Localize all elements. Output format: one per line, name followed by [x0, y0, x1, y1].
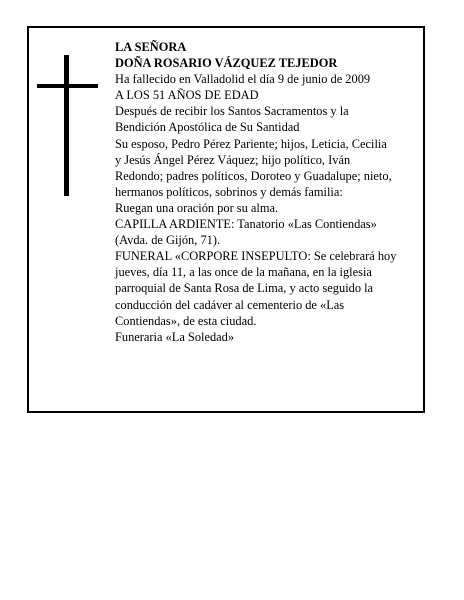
obituary-text: [115, 39, 431, 345]
obituary-line: LA SEÑORA: [115, 40, 187, 54]
obituary-line: jueves, día 11, a las once de la mañana, en la iglesia: [115, 265, 372, 280]
cross-horizontal-bar: [37, 84, 98, 88]
obituary-line: CAPILLA ARDIENTE: Tanatorio «Las Contiendas»: [115, 217, 377, 232]
obituary-line: (Avda. de Gijón, 71).: [115, 233, 221, 248]
obituary-line: Redondo; padres políticos, Doroteo y Guadalupe; nieto,: [115, 168, 392, 183]
obituary-line: Contiendas», de esta ciudad.: [115, 313, 257, 328]
obituary-line: conducción del cadáver al cementerio de «Las: [115, 297, 345, 312]
obituary-line: y Jesús Ángel Pérez Váquez; hijo político, Iván: [115, 152, 351, 167]
obituary-line: FUNERAL «CORPORE INSEPULTO: Se celebrará hoy: [115, 249, 397, 264]
obituary-line: Ruegan una oración por su alma.: [115, 200, 279, 215]
obituary-line: Bendición Apostólica de Su Santidad: [115, 120, 300, 135]
obituary-line: Ha fallecido en Valladolid el día 9 de junio de 2009: [115, 72, 371, 87]
cross-vertical-bar: [64, 55, 69, 196]
obituary-line: hermanos políticos, sobrinos y demás familia:: [115, 184, 343, 199]
obituary-line: A LOS 51 AÑOS DE EDAD: [115, 88, 259, 103]
obituary-line: Funeraria «La Soledad»: [115, 329, 235, 344]
obituary-line: Después de recibir los Santos Sacramentos y la: [115, 104, 349, 119]
obituary-line: parroquial de Santa Rosa de Lima, y acto seguido la: [115, 281, 374, 296]
obituary-line: DOÑA ROSARIO VÁZQUEZ TEJEDOR: [115, 56, 338, 71]
obituary-line: Su esposo, Pedro Pérez Pariente; hijos, Leticia, Cecilia: [115, 136, 387, 151]
